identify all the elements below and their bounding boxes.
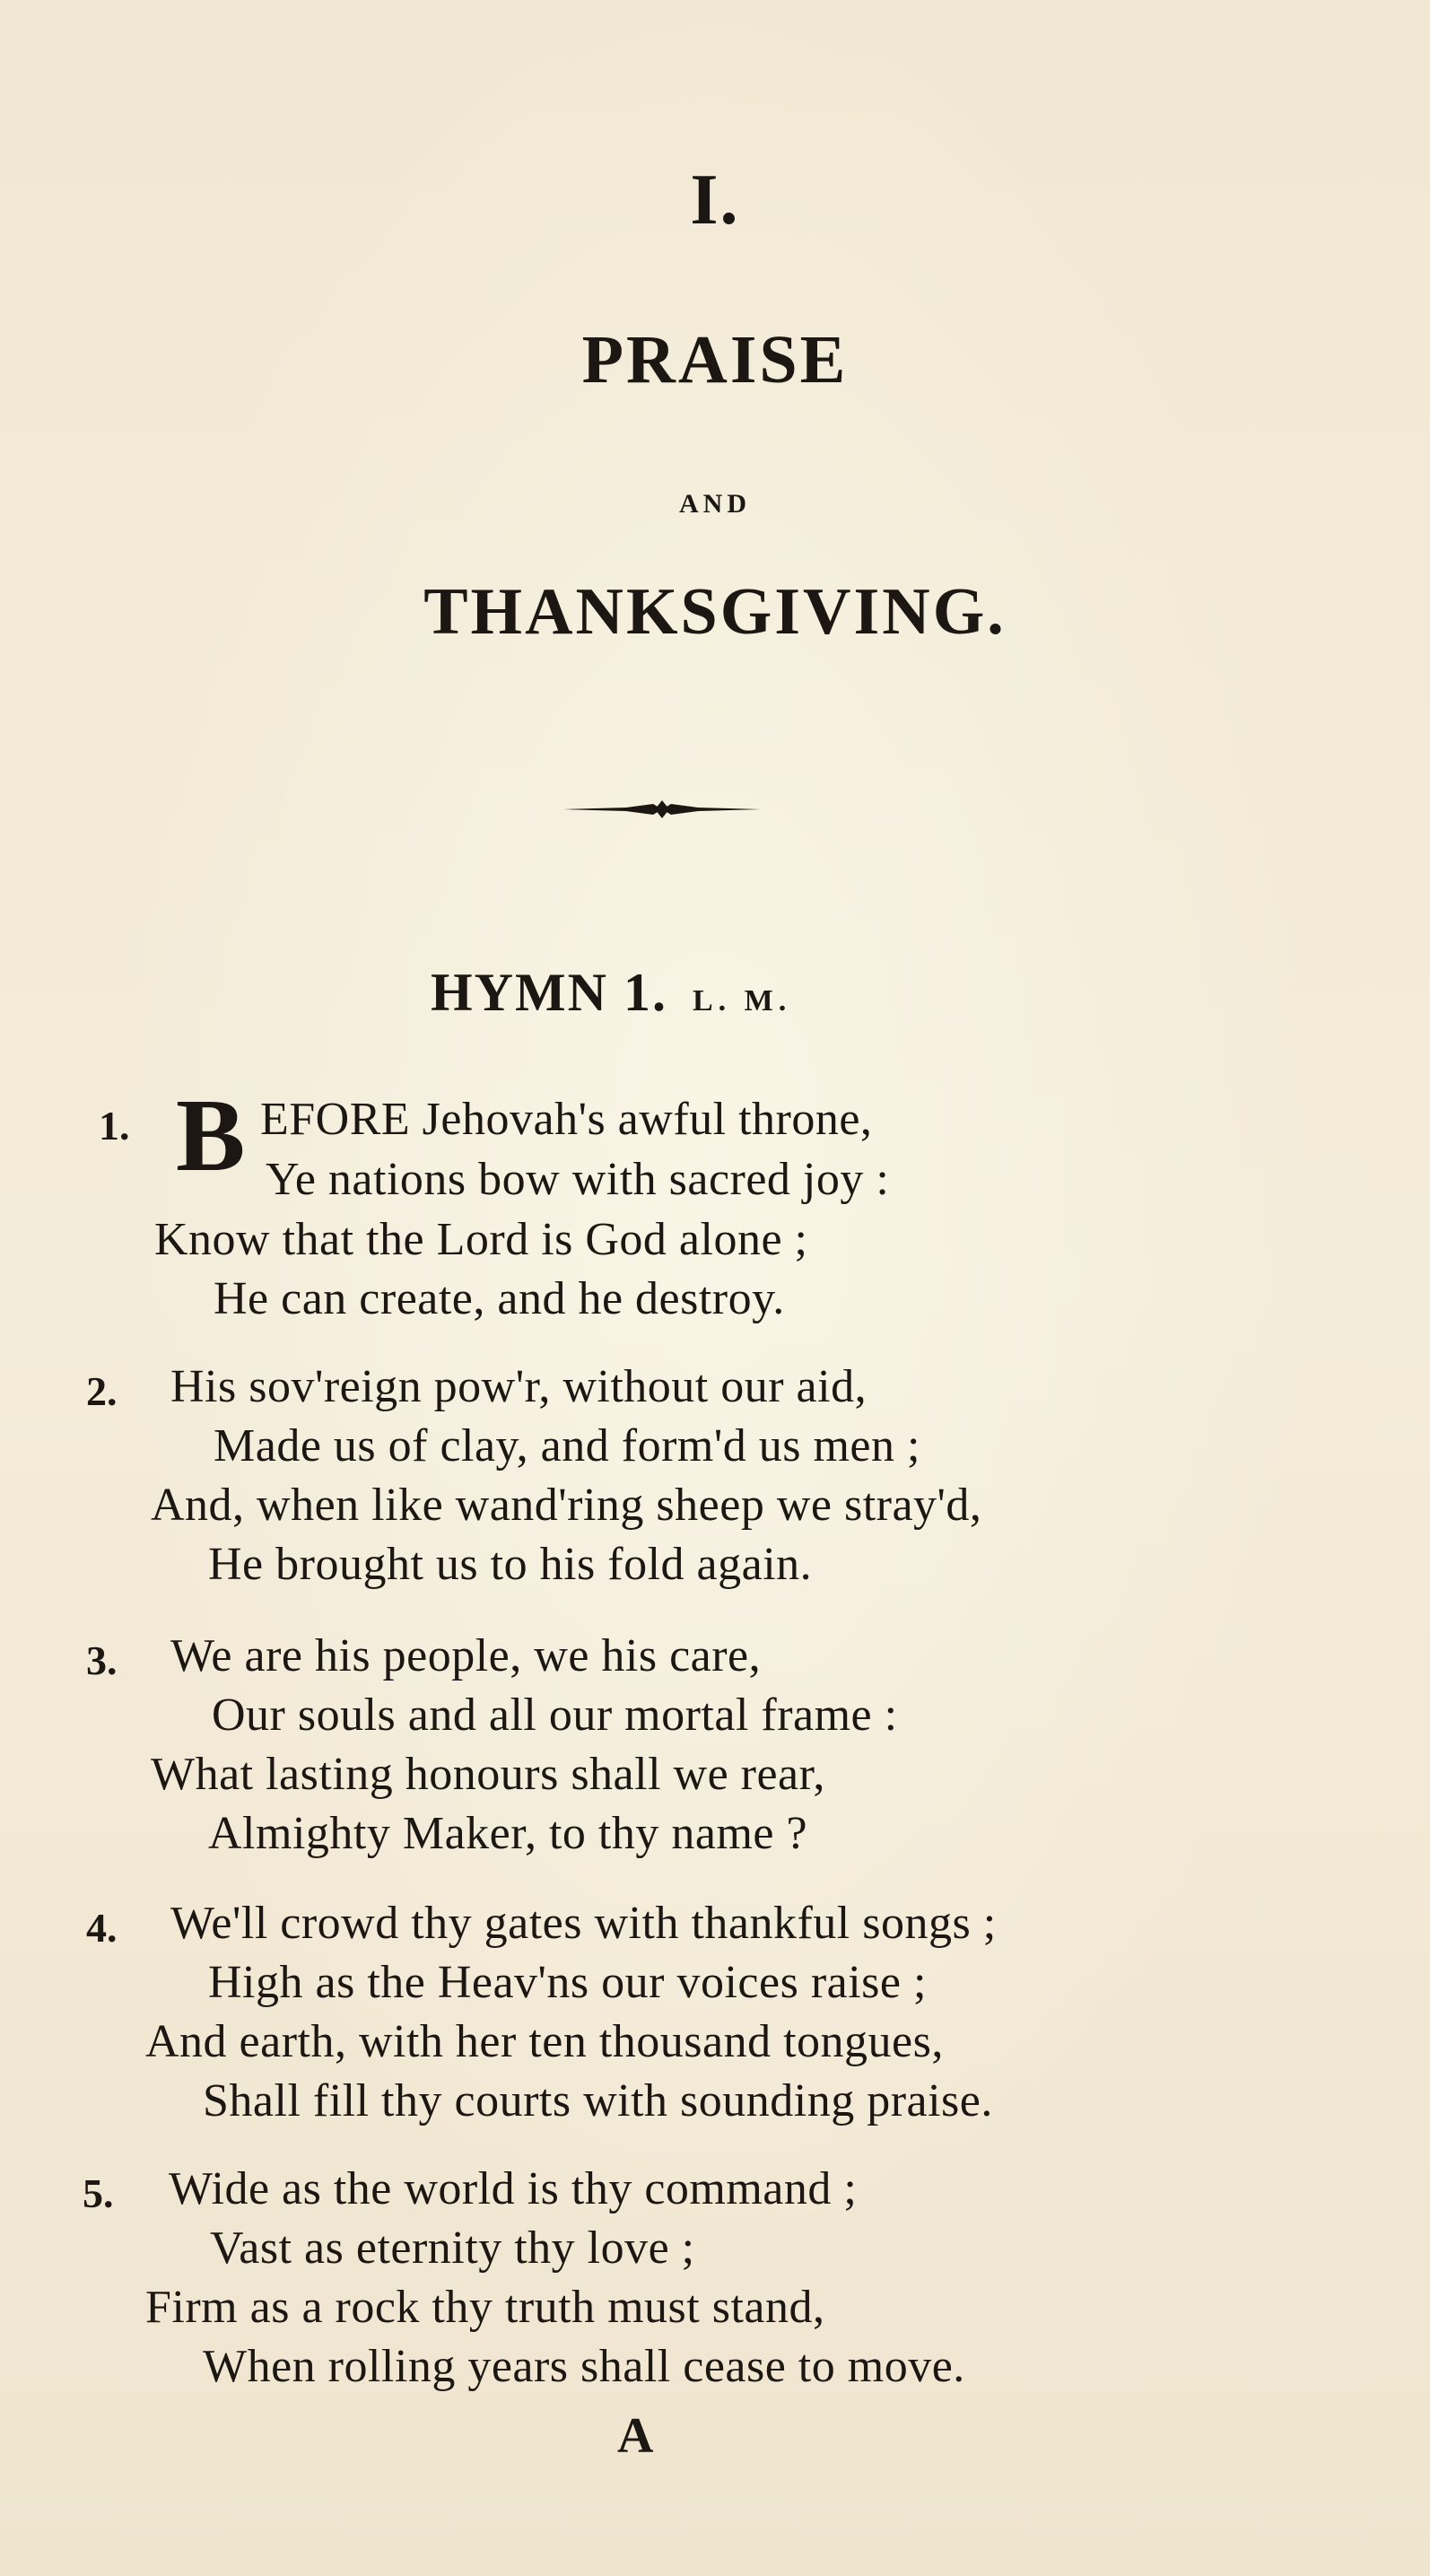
verse-number: 2. xyxy=(86,1368,118,1414)
verse-line: Almighty Maker, to thy name ? xyxy=(208,1808,808,1859)
section-title-and: AND xyxy=(679,489,751,519)
hymn-heading xyxy=(431,962,791,1024)
verse-line: When rolling years shall cease to move. xyxy=(203,2341,965,2392)
verse-line: Made us of clay, and form'd us men ; xyxy=(214,1420,920,1471)
verse-line: Firm as a rock thy truth must stand, xyxy=(145,2282,825,2333)
verse-number: 1. xyxy=(99,1103,130,1148)
section-title-praise: PRAISE xyxy=(581,322,849,397)
hymn-meter: L. M. xyxy=(692,984,792,1017)
section-number: I. xyxy=(690,161,740,240)
verse-line: We'll crowd thy gates with thankful songs ; xyxy=(170,1898,997,1949)
verse-line: Ye nations bow with sacred joy : xyxy=(266,1154,890,1205)
verse-line: What lasting honours shall we rear, xyxy=(151,1749,825,1800)
ornament-divider-icon xyxy=(563,799,761,820)
verse-line: He can create, and he destroy. xyxy=(214,1273,785,1324)
drop-cap: B xyxy=(176,1078,246,1193)
verse-line: And, when like wand'ring sheep we stray'd, xyxy=(151,1480,982,1531)
verse-line: Shall fill thy courts with sounding praise. xyxy=(203,2075,993,2126)
verse-number: 4. xyxy=(86,1905,118,1951)
verse-number: 5. xyxy=(83,2170,114,2216)
verse-line: Wide as the world is thy command ; xyxy=(169,2163,858,2214)
verse-line: EFORE Jehovah's awful throne, xyxy=(260,1094,873,1145)
page-signature: A xyxy=(617,2408,654,2464)
verse-line: Know that the Lord is God alone ; xyxy=(154,1214,808,1265)
verse-line: Vast as eternity thy love ; xyxy=(210,2222,695,2274)
hymn-title: HYMN 1. xyxy=(431,963,667,1022)
verse-line: His sov'reign pow'r, without our aid, xyxy=(170,1361,868,1412)
verse-number: 3. xyxy=(86,1637,118,1683)
verse-line: High as the Heav'ns our voices raise ; xyxy=(208,1957,927,2008)
verse-line: Our souls and all our mortal frame : xyxy=(212,1690,898,1741)
verse-line: We are his people, we his care, xyxy=(170,1630,762,1681)
verse-line: He brought us to his fold again. xyxy=(208,1539,813,1590)
verse-line: And earth, with her ten thousand tongues, xyxy=(145,2016,944,2067)
section-title-thanksgiving: THANKSGIVING. xyxy=(423,575,1007,649)
